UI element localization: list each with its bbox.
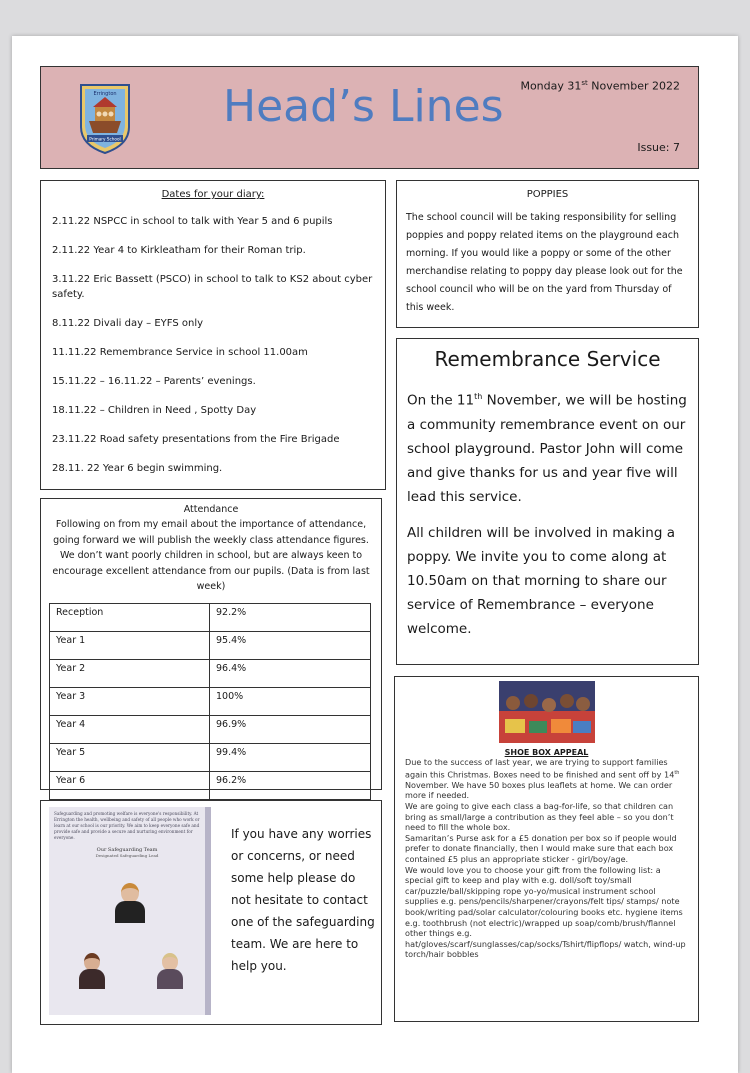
- attendance-box: [40, 498, 382, 790]
- safeguarding-box: [40, 800, 382, 1025]
- class-cell: Year 4: [50, 715, 210, 743]
- table-row: [50, 603, 371, 631]
- diary-heading: Dates for your diary:: [161, 189, 265, 200]
- class-cell: Year 3: [50, 687, 210, 715]
- newsletter-title: Head’s Lines: [223, 81, 504, 132]
- school-logo: [77, 81, 133, 155]
- table-row: [50, 743, 371, 771]
- diary-entry: 15.11.22 – 16.11.22 – Parents’ evenings.: [52, 376, 256, 387]
- attendance-heading: Attendance: [183, 504, 239, 515]
- value-cell: 95.4%: [210, 631, 371, 659]
- class-cell: Year 5: [50, 743, 210, 771]
- poster-lead-label: Designated Safeguarding Lead: [95, 853, 159, 858]
- logo-bottom-text: Primary School: [89, 136, 121, 142]
- shoebox-paragraph-3: Samaritan’s Purse ask for a £5 donation per box so if people would prefer to donate financially, then I would make sure that each box contained £5 plus an appropriate sticker - girl/boy/age.: [405, 832, 677, 865]
- poppies-box: [396, 180, 699, 328]
- table-row: [50, 631, 371, 659]
- issue-number: Issue: 7: [637, 141, 680, 154]
- class-cell: Year 6: [50, 771, 210, 799]
- table-row: [50, 715, 371, 743]
- shoebox-paragraph-2: We are going to give each class a bag-for-life, so that children can bring as small/large a contribution as they feel able – so you don’t need to fill the whole box.: [405, 801, 674, 833]
- safeguarding-message: If you have any worries or concerns, or need some help please do not hesitate to contact one of the safeguarding team. We are here to help you.: [231, 827, 375, 973]
- diary-entry: 2.11.22 NSPCC in school to talk with Year 5 and 6 pupils: [52, 216, 333, 227]
- diary-entry: 8.11.22 Divali day – EYFS only: [52, 318, 204, 329]
- header-banner: [40, 66, 699, 169]
- value-cell: 92.2%: [210, 603, 371, 631]
- shoebox-paragraph-4: We would love you to choose your gift from the following list: a special gift to keep and play with e.g. doll/soft toy/small car/puzzle/ball/skipping rope yo-yo/musical instrument school supplies e.g. pens/pencils/sharpener/crayons/felt tips/ stamps/ note book/writing pad/solar calculator/colouring books etc. hygiene items e.g. toothbrush (not electric)/wrapped up soap/comb/brush/flannel other things e.g. hat/gloves/scarf/sunglasses/cap/socks/Tshirt/flipflops/ watch, wind-up torch/hair bobbles: [405, 864, 686, 960]
- poppies-heading: POPPIES: [526, 189, 569, 200]
- diary-entry: 2.11.22 Year 4 to Kirkleatham for their Roman trip.: [52, 245, 306, 256]
- value-cell: 96.9%: [210, 715, 371, 743]
- value-cell: 96.2%: [210, 771, 371, 799]
- diary-box: [40, 180, 386, 490]
- shoebox-box: [394, 676, 699, 1022]
- staff-photo: [157, 953, 183, 989]
- remembrance-box: [396, 338, 699, 665]
- value-cell: 100%: [210, 687, 371, 715]
- remembrance-paragraph-2: All children will be involved in making a poppy. We invite you to come along at 10.50am on that morning to share our service of Remembrance – everyone welcome.: [407, 524, 675, 637]
- value-cell: 96.4%: [210, 659, 371, 687]
- attendance-table: [49, 603, 371, 800]
- class-cell: Reception: [50, 603, 210, 631]
- diary-entry: 11.11.22 Remembrance Service in school 11.00am: [52, 347, 308, 358]
- logo-top-text: Errington: [93, 91, 117, 97]
- poster-text: Safeguarding and promoting welfare is everyone's responsibility. At Errington the health, wellbeing and safety of all people who work or learn at our school is our priority. We aim to keep everyone safe and provide safe and provide a secure and nurturing environment for everyone.: [54, 811, 200, 840]
- table-row: [50, 771, 371, 799]
- value-cell: 99.4%: [210, 743, 371, 771]
- poster-team-heading: Our Safeguarding Team: [96, 847, 158, 853]
- diary-entry: 23.11.22 Road safety presentations from the Fire Brigade: [52, 434, 340, 445]
- shoebox-heading: SHOE BOX APPEAL: [504, 748, 589, 757]
- table-row: [50, 659, 371, 687]
- diary-entry: 28.11. 22 Year 6 begin swimming.: [52, 463, 223, 474]
- diary-entry: 18.11.22 – Children in Need , Spotty Day: [52, 405, 257, 416]
- diary-entry: 3.11.22 Eric Bassett (PSCO) in school to talk to KS2 about cyber safety.: [52, 274, 373, 300]
- staff-photo: [115, 883, 145, 923]
- safeguarding-poster: [49, 807, 211, 1015]
- remembrance-heading: Remembrance Service: [434, 347, 661, 371]
- issue-date: Monday 31st November 2022: [520, 79, 680, 93]
- shoebox-paragraph-1: Due to the success of last year, we are trying to support families again this Christmas. Boxes need to be finished and sent off by 14th November. We have 50 boxes plus leaflets at home. We can order more if needed.: [405, 757, 680, 801]
- class-cell: Year 1: [50, 631, 210, 659]
- children-photo: [499, 681, 595, 743]
- class-cell: Year 2: [50, 659, 210, 687]
- poppies-body: The school council will be taking responsibility for selling poppies and poppy related items on the playground each morning. If you would like a poppy or some of the other merchandise relating to poppy day please look out for the school council who will be on the yard from Thursday of this week.: [406, 212, 683, 313]
- table-row: [50, 687, 371, 715]
- staff-photo: [79, 953, 105, 989]
- remembrance-paragraph-1: On the 11th November, we will be hosting a community remembrance event on our school playground. Pastor John will come and give thanks for us and year five will lead this service.: [407, 392, 687, 505]
- attendance-intro: Following on from my email about the importance of attendance, going forward we will publish the weekly class attendance figures. We don’t want poorly children in school, but are always keen to encourage excellent attendance from our pupils. (Data is from last week): [52, 519, 370, 592]
